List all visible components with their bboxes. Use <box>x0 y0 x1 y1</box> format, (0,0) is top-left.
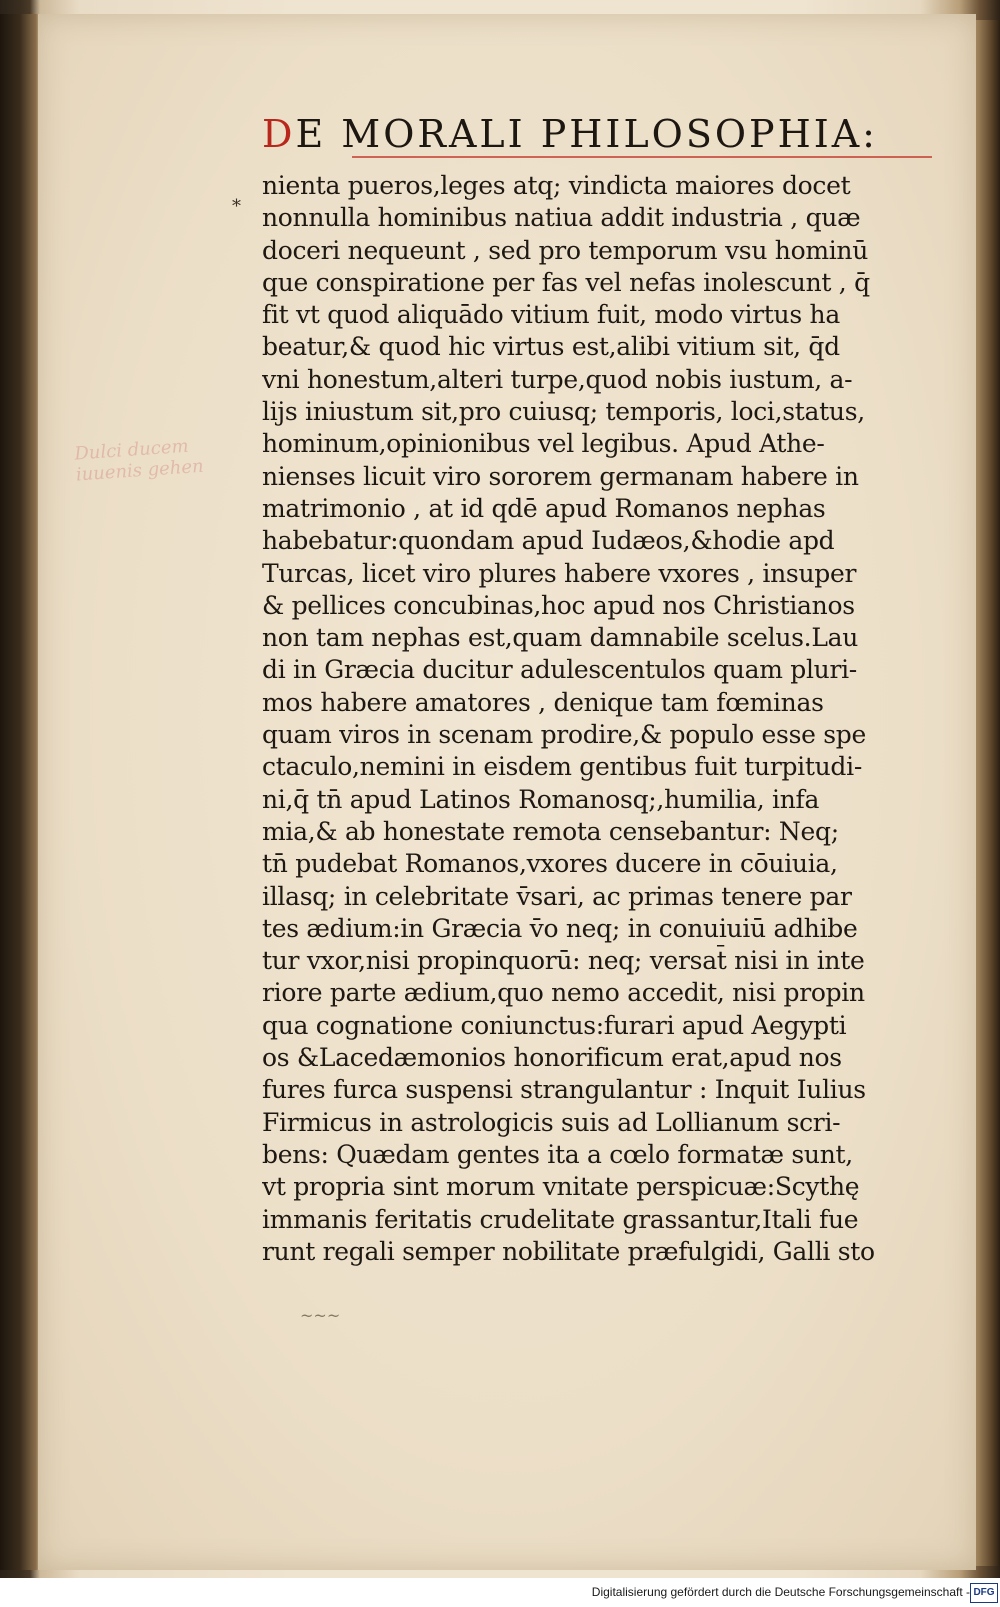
text-line: di in Græcia ducitur adulescentulos quam pluri- <box>262 655 857 685</box>
text-line: & pellices concubinas,hoc apud nos Christianos <box>262 590 855 620</box>
text-line: que conspiratione per fas vel nefas inolescunt , q̄ <box>262 267 870 297</box>
text-line: lijs iniustum sit,pro cuiusq; temporis, loci,status, <box>262 397 865 427</box>
footer-bar <box>0 1580 1000 1607</box>
text-line: non tam nephas est,quam damnabile scelus.Lau <box>262 623 859 653</box>
text-line: vni honestum,alteri turpe,quod nobis iustum, a- <box>262 364 853 394</box>
text-line: qua cognatione coniunctus:furari apud Aegypti <box>262 1010 847 1040</box>
footer-credit: Digitalisierung gefördert durch die Deutsche Forschungsgemeinschaft - <box>591 1585 970 1599</box>
text-line: os &Lacedæmonios honorificum erat,apud nos <box>262 1043 842 1073</box>
text-line: nienses licuit viro sororem germanam habere in <box>262 461 859 491</box>
text-line: nonnulla hominibus natiua addit industria , quæ <box>262 203 861 233</box>
text-line: Turcas, licet viro plures habere vxores , insuper <box>262 558 857 588</box>
header-title: E MORALI PHILOSOPHIA: <box>295 112 878 156</box>
text-line: ni,q̄ tn̄ apud Latinos Romanosq;,humilia, infa <box>262 784 820 814</box>
text-line: tur vxor,nisi propinquorū: neq; versat̄ nisi in inte <box>262 946 865 976</box>
margin-annotation: Dulci ducem iuuenis gehen <box>73 435 205 486</box>
text-line: Firmicus in astrologicis suis ad Lollianum scri- <box>262 1107 841 1137</box>
text-line: mia,& ab honestate remota censebantur: Neq; <box>262 816 839 846</box>
text-line: bens: Quædam gentes ita a cœlo formatæ sunt, <box>262 1139 853 1169</box>
text-line: quam viros in scenam prodire,& populo esse spe <box>262 720 866 750</box>
text-line: ctaculo,nemini in eisdem gentibus fuit turpitudi- <box>262 752 862 782</box>
text-line: mos habere amatores , denique tam fœminas <box>262 687 824 717</box>
text-line: habebatur:quondam apud Iudæos,&hodie apd <box>262 526 835 556</box>
catchword: ~~~ <box>300 1306 341 1325</box>
text-line: tn̄ pudebat Romanos,vxores ducere in cōuiuia, <box>262 849 838 879</box>
text-line: hominum,opinionibus vel legibus. Apud Athe- <box>262 429 825 459</box>
text-line: illasq; in celebritate v̄sari, ac primas tenere par <box>262 881 852 911</box>
text-line: fit vt quod aliquādo vitium fuit, modo virtus ha <box>262 300 840 330</box>
text-line: vt propria sint morum vnitate perspicuæ:Scythę <box>262 1172 860 1202</box>
dfg-logo: DFG <box>970 1583 998 1603</box>
header-underline <box>352 156 932 158</box>
text-line: runt regali semper nobilitate præfulgidi, Galli sto <box>262 1236 875 1266</box>
text-line: riore parte ædium,quo nemo accedit, nisi propin <box>262 978 865 1008</box>
text-line: matrimonio , at id qdē apud Romanos nephas <box>262 493 826 523</box>
text-line: tes ædium:in Græcia v̄o neq; in conuiuiū adhibe <box>262 913 858 943</box>
text-line: immanis feritatis crudelitate grassantur,Itali fue <box>262 1204 859 1234</box>
margin-mark: * <box>232 196 241 217</box>
header-initial: D <box>262 112 296 156</box>
book-spine <box>0 14 40 1570</box>
body-text <box>262 170 932 1268</box>
text-line: fures furca suspensi strangulantur : Inquit Iulius <box>262 1075 866 1105</box>
running-header <box>262 112 932 162</box>
text-line: beatur,& quod hic virtus est,alibi vitium sit, q̄d <box>262 332 840 362</box>
text-line: doceri nequeunt , sed pro temporum vsu hominū <box>262 235 869 265</box>
text-line: nienta pueros,leges atq; vindicta maiores docet <box>262 171 851 200</box>
